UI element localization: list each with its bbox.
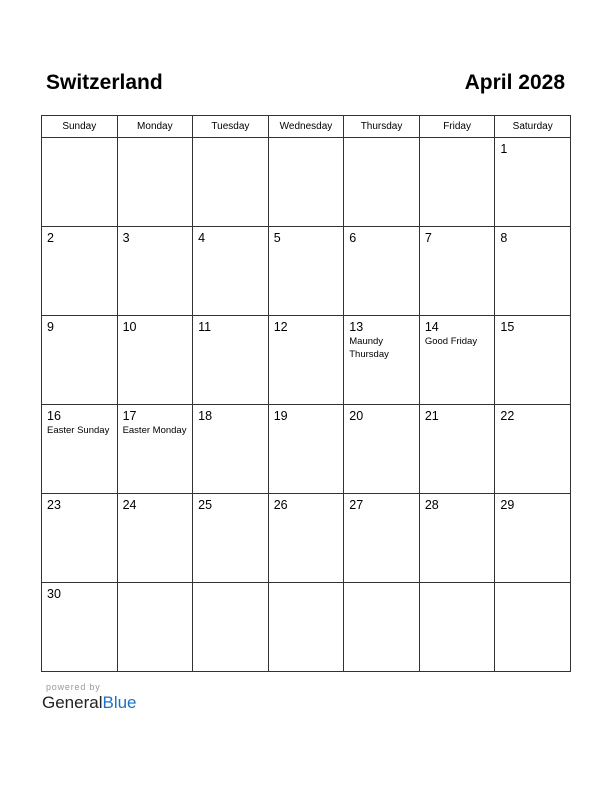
week-row [42,494,571,583]
day-cell [344,494,420,583]
day-number: 10 [122,320,137,334]
holiday-label: Easter Monday [122,425,187,436]
day-number: 1 [500,142,508,156]
day-cell [344,138,420,227]
day-cell [193,494,269,583]
holiday-label: Maundy Thursday [349,336,389,360]
day-number: 30 [47,587,61,601]
day-number: 17 [122,409,137,423]
day-number: 22 [500,409,515,423]
day-cell [193,316,269,405]
day-cell [42,138,118,227]
day-number: 26 [273,498,288,512]
day-number: 4 [198,231,206,245]
week-row [42,138,571,227]
day-number: 28 [424,498,439,512]
day-cell [419,227,495,316]
day-cell [268,316,344,405]
day-cell [42,583,118,672]
day-cell [42,316,118,405]
weekday-saturday: Saturday [495,116,571,138]
day-number: 14 [424,320,439,334]
week-row [42,316,571,405]
day-cell [495,583,571,672]
day-number: 23 [47,498,61,512]
day-cell [117,316,193,405]
day-number: 2 [47,231,54,245]
day-number: 3 [122,231,130,245]
day-cell [268,138,344,227]
generalblue-logo [42,693,137,713]
day-cell [419,583,495,672]
weekday-monday: Monday [117,116,193,138]
day-cell [419,138,495,227]
weekday-thursday: Thursday [344,116,420,138]
logo-text-blue: Blue [102,693,137,712]
day-number: 7 [424,231,432,245]
day-number: 27 [349,498,364,512]
day-cell [419,494,495,583]
weekday-friday: Friday [419,116,495,138]
day-cell [42,405,118,494]
day-cell [495,316,571,405]
day-cell [193,138,269,227]
weekday-wednesday: Wednesday [268,116,344,138]
day-cell [344,316,420,405]
week-row [42,405,571,494]
day-cell [117,405,193,494]
day-cell [419,316,495,405]
day-cell [268,405,344,494]
day-number: 20 [349,409,364,423]
day-cell [193,583,269,672]
calendar-grid [41,115,571,672]
day-cell [344,227,420,316]
week-row [42,583,571,672]
day-number: 19 [273,409,288,423]
day-cell [117,494,193,583]
day-cell [419,405,495,494]
day-cell [268,227,344,316]
day-cell [42,227,118,316]
month-title: April 2028 [464,71,565,94]
day-cell [268,583,344,672]
day-number: 25 [198,498,213,512]
day-number: 29 [500,498,515,512]
day-cell [193,405,269,494]
day-number: 8 [500,231,508,245]
day-number: 9 [47,320,54,334]
day-cell [344,583,420,672]
day-cell [495,494,571,583]
day-number: 21 [424,409,439,423]
holiday-label: Good Friday [424,336,478,347]
week-row [42,227,571,316]
day-cell [344,405,420,494]
day-number: 24 [122,498,137,512]
day-cell [495,227,571,316]
day-number: 16 [47,409,61,423]
day-cell [495,405,571,494]
day-cell [42,494,118,583]
weekday-sunday: Sunday [42,116,118,138]
day-number: 13 [349,320,364,334]
country-title: Switzerland [46,71,163,94]
day-number: 18 [198,409,213,423]
day-number: 12 [273,320,288,334]
day-number: 6 [349,231,357,245]
day-cell [268,494,344,583]
day-cell [117,227,193,316]
day-cell [117,138,193,227]
holiday-label: Easter Sunday [47,425,110,436]
day-number: 11 [198,320,212,334]
day-cell [495,138,571,227]
powered-by-label: powered by [46,682,101,692]
logo-text-general: General [42,693,103,712]
day-cell [193,227,269,316]
day-cell [117,583,193,672]
weekday-tuesday: Tuesday [193,116,269,138]
day-number: 5 [273,231,281,245]
day-number: 15 [500,320,515,334]
weekday-header-row [42,116,571,138]
